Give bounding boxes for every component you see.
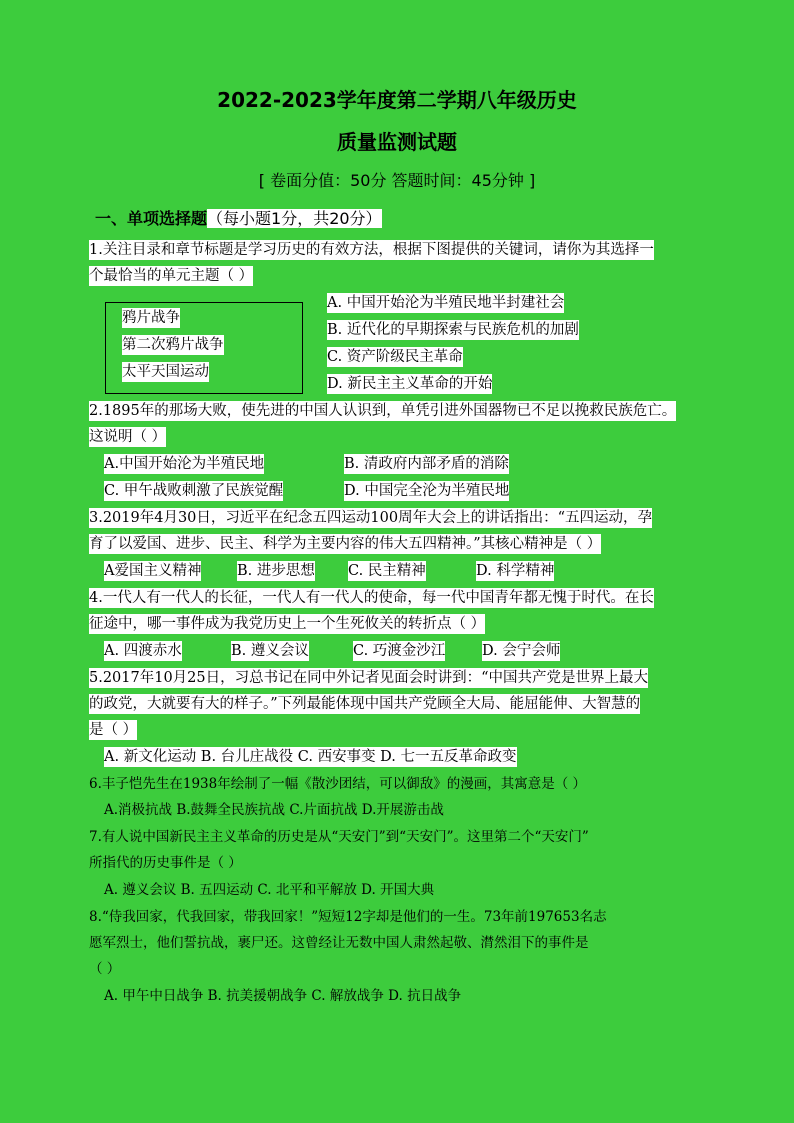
q7-stem-line2: 所指代的历史事件是（ ） xyxy=(89,855,242,871)
section-heading xyxy=(95,206,382,229)
q1-stem-line1: 1.关注目录和章节标题是学习历史的有效方法，根据下图提供的关键词，请你为其选择一 xyxy=(89,242,654,258)
q2-option-a[interactable]: A.中国开始沦为半殖民地 xyxy=(104,456,265,472)
q4-option-c[interactable]: C. 巧渡金沙江 xyxy=(353,643,446,659)
q1-option-c[interactable]: C. 资产阶级民主革命 xyxy=(327,349,463,365)
q1-keyword: 第二次鸦片战争 xyxy=(122,337,224,353)
q4-option-b[interactable]: B. 遵义会议 xyxy=(231,643,309,659)
q3-stem-line2: 育了以爱国、进步、民主、科学为主要内容的伟大五四精神。”其核心精神是（ ） xyxy=(89,536,602,552)
exam-info: [ 卷面分值：50分 答题时间：45分钟 ] xyxy=(258,171,536,190)
q7-stem-line1: 7.有人说中国新民主主义革命的历史是从“天安门”到“天安门”。这里第二个“天安门” xyxy=(89,829,589,845)
q4-stem-line1: 4.一代人有一代人的长征，一代人有一代人的使命，每一代中国青年都无愧于时代。在长 xyxy=(89,590,654,606)
q1-stem-line2: 个最恰当的单元主题（ ） xyxy=(89,268,254,284)
q4-option-a[interactable]: A. 四渡赤水 xyxy=(104,643,182,659)
q3-option-b[interactable]: B. 进步思想 xyxy=(237,563,315,579)
q2-option-c[interactable]: C. 甲午战败刺激了民族觉醒 xyxy=(104,483,284,499)
q7-options[interactable]: A. 遵义会议 B. 五四运动 C. 北平和平解放 D. 开国大典 xyxy=(104,882,435,898)
q1-keyword: 太平天国运动 xyxy=(122,364,209,380)
q3-option-d[interactable]: D. 科学精神 xyxy=(476,563,555,579)
q5-stem-line3: 是（ ） xyxy=(89,722,138,738)
q2-option-d[interactable]: D. 中国完全沦为半殖民地 xyxy=(344,483,510,499)
q8-stem-line3: （ ） xyxy=(89,961,121,977)
q3-option-c[interactable]: C. 民主精神 xyxy=(348,563,426,579)
q5-stem-line2: 的政党，大就要有大的样子。”下列最能体现中国共产党顾全大局、能屈能伸、大智慧的 xyxy=(89,696,641,712)
q1-keyword: 鸦片战争 xyxy=(122,310,180,326)
q2-stem-line1: 2.1895年的那场大败，使先进的中国人认识到，单凭引进外国器物已不足以挽救民族危亡。 xyxy=(89,403,677,419)
q4-option-d[interactable]: D. 会宁会师 xyxy=(482,643,561,659)
section-note: （每小题1分，共20分） xyxy=(207,209,382,228)
q2-stem-line2: 这说明（ ） xyxy=(89,429,167,445)
q4-stem-line2: 征途中，哪一事件成为我党历史上一个生死攸关的转折点（ ） xyxy=(89,616,486,632)
page-title: 2022-2023学年度第二学期八年级历史 xyxy=(217,88,577,112)
q5-stem-line1: 5.2017年10月25日，习总书记在同中外记者见面会时讲到：“中国共产党是世界上最大 xyxy=(89,670,649,686)
q1-option-d[interactable]: D. 新民主主义革命的开始 xyxy=(327,376,493,392)
page-subtitle: 质量监测试题 xyxy=(337,130,457,154)
q8-stem-line2: 愿军烈士，他们誓抗战，裹尸还。这曾经让无数中国人肃然起敬、潸然泪下的事件是 xyxy=(89,935,589,951)
q8-options[interactable]: A. 甲午中日战争 B. 抗美援朝战争 C. 解放战争 D. 抗日战争 xyxy=(104,988,462,1004)
q6-stem: 6.丰子恺先生在1938年绘制了一幅《散沙团结，可以御敌》的漫画，其寓意是（ ） xyxy=(89,776,587,792)
q5-options[interactable]: A. 新文化运动 B. 台儿庄战役 C. 西安事变 D. 七一五反革命政变 xyxy=(104,749,517,765)
q1-option-a[interactable]: A. 中国开始沦为半殖民地半封建社会 xyxy=(327,295,565,311)
q6-options[interactable]: A.消极抗战 B.鼓舞全民族抗战 C.片面抗战 D.开展游击战 xyxy=(104,802,444,818)
q8-stem-line1: 8.“侍我回家，代我回家，带我回家！”短短12字却是他们的一生。73年前197653名志 xyxy=(89,909,607,925)
q1-option-b[interactable]: B. 近代化的早期探索与民族危机的加剧 xyxy=(327,322,579,338)
q2-option-b[interactable]: B. 清政府内部矛盾的消除 xyxy=(344,456,509,472)
q3-stem-line1: 3.2019年4月30日，习近平在纪念五四运动100周年大会上的讲话指出：“五四运动，孕 xyxy=(89,510,652,526)
q3-option-a[interactable]: A爱国主义精神 xyxy=(104,563,202,579)
section-title: 一、单项选择题 xyxy=(95,209,208,228)
